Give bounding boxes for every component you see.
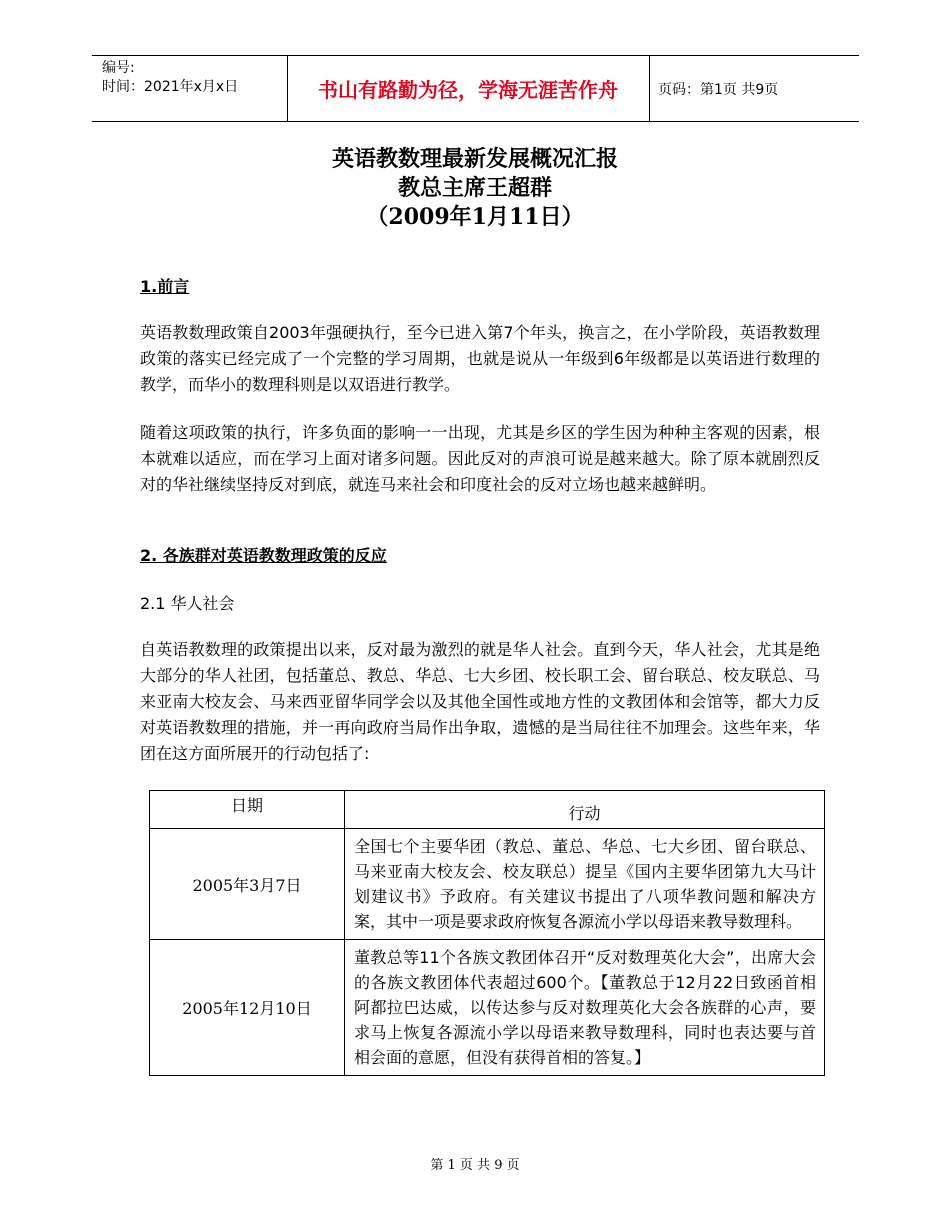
table-row [150,940,825,1076]
doc-author: 教总主席王超群 [397,175,552,201]
doc-title: 英语教数理最新发展概况汇报 [331,146,618,172]
section-heading: 1.前言 [140,277,190,296]
column-header-date: 日期 [150,791,345,829]
header-page-info: 页码：第1页 共9页 [658,82,779,98]
column-header-action: 行动 [345,791,825,829]
table-header-row [150,791,825,829]
actions-table [149,790,825,1076]
paragraph: 自英语教数理的政策提出以来，反对最为激烈的就是华人社会。直到今天，华人社会，尤其是绝大部分的华人社团，包括董总、教总、华总、七大乡团、校长职工会、留台联总、校友联总、马来亚南大校友会、马来西亚留华同学会以及其他全国性或地方性的文教团体和会馆等，都大力反对英语教数理的措施，并一再向政府当局作出争取，遗憾的是当局往往不加理会。这些年来，华团在这方面所展开的行动包括了: [140,640,820,763]
row-date: 2005年12月10日 [150,940,345,1076]
paragraph: 随着这项政策的执行，许多负面的影响一一出现，尤其是乡区的学生因为种种主客观的因素，根本就难以适应，而在学习上面对诸多问题。因此反对的声浪可说是越来越大。除了原本就剧烈反对的华社继续坚持反对到底，就连马来社会和印度社会的反对立场也越来越鲜明。 [140,423,820,494]
header-divider [649,56,650,122]
row-date: 2005年3月7日 [150,829,345,940]
header-meta [102,59,238,97]
row-action: 全国七个主要华团（教总、董总、华总、七大乡团、留台联总、马来亚南大校友会、校友联总）提呈《国内主要华团第九大马计划建议书》予政府。有关建议书提出了八项华教问题和解决方案，其中一项是要求政府恢复各源流小学以母语来教导数理科。 [345,829,825,940]
document-header [92,55,859,122]
header-motto: 书山有路勤为径，学海无涯苦作舟 [318,78,618,102]
table-row [150,829,825,940]
doc-date: （2009年1月11日） [366,204,584,230]
serial-label: 编号: [102,60,135,76]
time-label: 时间：2021年x月x日 [102,79,239,95]
section-heading: 2. 各族群对英语教数理政策的反应 [140,546,387,565]
paragraph: 英语教数理政策自2003年强硬执行，至今已进入第7个年头，换言之，在小学阶段，英语教数理政策的落实已经完成了一个完整的学习周期，也就是说从一年级到6年级都是以英语进行数理的教学，而华小的数理科则是以双语进行教学。 [140,323,820,394]
page-footer: 第 1 页 共 9 页 [430,1158,520,1173]
subsection-heading: 2.1 华人社会 [140,594,235,613]
row-action: 董教总等11个各族文教团体召开“反对数理英化大会”，出席大会的各族文教团体代表超过600个。【董教总于12月22日致函首相阿都拉巴达威，以传达参与反对数理英化大会各族群的心声，要求马上恢复各源流小学以母语来教导数理科，同时也表达要与首相会面的意愿，但没有获得首相的答复。】 [345,940,825,1076]
